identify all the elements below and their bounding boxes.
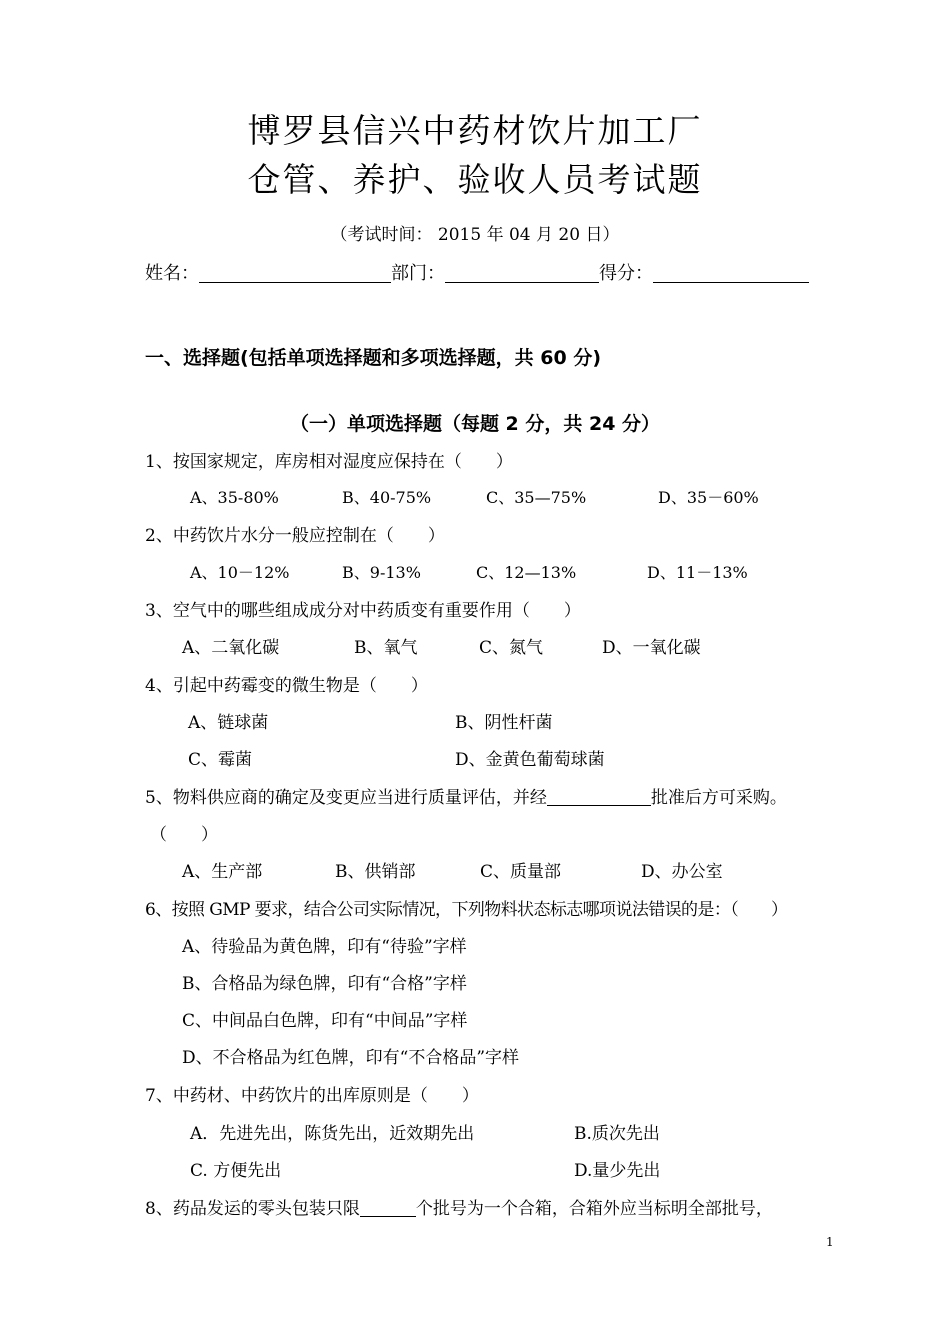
dept-label: 部门：: [391, 263, 445, 284]
option-d: D、不合格品为红色牌，印有“不合格品”字样: [182, 1048, 520, 1068]
question-text: 3、空气中的哪些组成成分对中药质变有重要作用（ ）: [145, 601, 581, 621]
option-d: D.量少先出: [574, 1161, 661, 1181]
exam-info-row: [145, 259, 809, 285]
title-line-2: 仓管、养护、验收人员考试题: [247, 160, 703, 199]
option-c: C、霉菌: [188, 750, 253, 770]
option-d: D、办公室: [641, 862, 723, 882]
dept-field[interactable]: [445, 264, 599, 283]
question-text-before: 5、物料供应商的确定及变更应当进行质量评估，并经: [145, 788, 547, 808]
option-b: B、供销部: [335, 862, 416, 882]
question-text: 7、中药材、中药饮片的出库原则是（ ）: [145, 1086, 479, 1106]
page-number: 1: [826, 1235, 834, 1249]
option-b: B、氧气: [354, 638, 418, 658]
option-a: A．先进先出，陈货先出，近效期先出: [190, 1124, 475, 1144]
option-b: B、40-75%: [342, 488, 432, 507]
option-b: B、合格品为绿色牌，印有“合格”字样: [182, 974, 467, 994]
option-d: D、11－13%: [647, 563, 748, 582]
option-c: C、35—75%: [486, 488, 587, 507]
option-a: A、二氧化碳: [182, 638, 280, 658]
option-d: D、金黄色葡萄球菌: [455, 750, 605, 770]
option-b: B.质次先出: [574, 1124, 660, 1144]
name-field[interactable]: [199, 264, 391, 283]
question-text: [145, 1194, 773, 1219]
question-text: 1、按国家规定，库房相对湿度应保持在（ ）: [145, 452, 513, 472]
question-text: 2、中药饮片水分一般应控制在（ ）: [145, 526, 445, 546]
question-text: 6、按照 GMP 要求，结合公司实际情况，下列物料状态标志哪项说法错误的是：（ ）: [145, 900, 788, 920]
option-d: D、35－60%: [658, 488, 759, 507]
subsection-title: （一）单项选择题（每题 2 分，共 24 分）: [289, 413, 661, 435]
title-line-1: 博罗县信兴中药材饮片加工厂: [247, 111, 703, 150]
option-c: C、12—13%: [476, 563, 577, 582]
option-a: A、生产部: [182, 862, 263, 882]
option-a: A、10－12%: [190, 563, 290, 582]
option-c: C、中间品白色牌，印有“中间品”字样: [182, 1011, 468, 1031]
exam-time: （考试时间： 2015 年 04 月 20 日）: [330, 225, 620, 245]
score-field[interactable]: [653, 264, 809, 283]
option-b: B、9-13%: [342, 563, 421, 582]
fill-blank[interactable]: [547, 787, 651, 806]
section-title: 一、选择题(包括单项选择题和多项选择题，共 60 分): [145, 347, 602, 369]
question-text-after: 批准后方可采购。: [650, 788, 787, 808]
option-a: A、待验品为黄色牌，印有“待验”字样: [182, 937, 467, 957]
name-label: 姓名：: [145, 263, 199, 284]
option-c: C、氮气: [479, 638, 544, 658]
option-b: B、阴性杆菌: [455, 713, 553, 733]
question-text: [145, 783, 787, 808]
option-a: A、35-80%: [190, 488, 279, 507]
question-text-before: 8、药品发运的零头包装只限: [145, 1199, 360, 1219]
answer-paren: （ ）: [150, 825, 218, 845]
question-text-after: 个批号为一个合箱，合箱外应当标明全部批号，: [415, 1199, 773, 1219]
score-label: 得分：: [599, 263, 653, 284]
fill-blank[interactable]: [360, 1198, 416, 1217]
option-d: D、一氧化碳: [602, 638, 701, 658]
option-c: C、质量部: [480, 862, 562, 882]
question-text: 4、引起中药霉变的微生物是（ ）: [145, 676, 428, 696]
option-c: C. 方便先出: [190, 1161, 282, 1181]
option-a: A、链球菌: [188, 713, 269, 733]
